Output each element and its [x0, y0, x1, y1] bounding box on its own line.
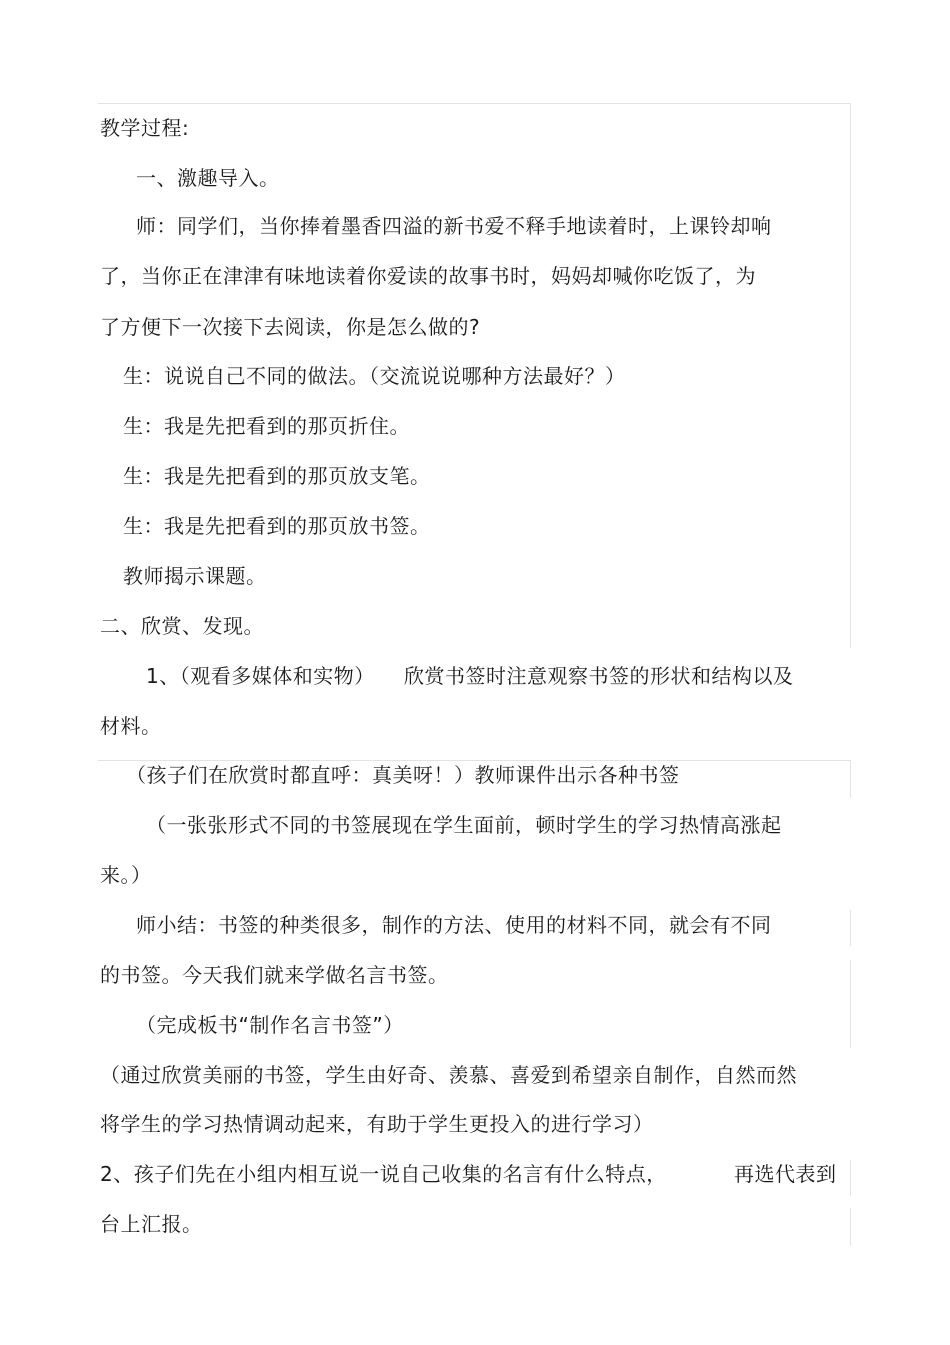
top-rule — [98, 103, 850, 104]
summary-line1: 师小结：书签的种类很多，制作的方法、使用的材料不同，就会有不同 — [136, 913, 772, 937]
item1-part1: 1、（观看多媒体和实物） — [146, 664, 375, 688]
note-line1: （通过欣赏美丽的书签，学生由好奇、羡慕、喜爱到希望亲自制作，自然而然 — [100, 1063, 797, 1087]
item1-part2: 欣赏书签时注意观察书签的形状和结构以及 — [404, 664, 794, 688]
display-line2: 来。） — [100, 863, 152, 887]
heading: 教学过程: — [100, 116, 190, 140]
section1-title: 一、激趣导入。 — [136, 166, 280, 190]
teacher-intro-line2: 了，当你正在津津有味地读着你爱读的故事书时，妈妈却喊你吃饭了，为 — [100, 264, 756, 288]
student-line-1: 生：说说自己不同的做法。（交流说说哪种方法最好？） — [123, 364, 626, 388]
student-line-2: 生：我是先把看到的那页折住。 — [123, 414, 410, 438]
right-rule-middle — [850, 760, 851, 798]
item1-line2: 材料。 — [100, 714, 162, 738]
note-line2: 将学生的学习热情调动起来，有助于学生更投入的进行学习） — [100, 1112, 654, 1136]
teacher-reveal: 教师揭示课题。 — [123, 564, 267, 588]
summary-line2: 的书签。今天我们就来学做名言书签。 — [100, 963, 449, 987]
student-line-3: 生：我是先把看到的那页放支笔。 — [123, 464, 431, 488]
student-line-4: 生：我是先把看到的那页放书签。 — [123, 514, 431, 538]
right-rule-lower-3 — [850, 1160, 851, 1196]
item2-part1: 2、孩子们先在小组内相互说一说自己收集的名言有什么特点， — [100, 1162, 667, 1186]
board-note: （完成板书“制作名言书签”） — [136, 1013, 404, 1037]
middle-rule — [98, 760, 850, 761]
section2-title: 二、欣赏、发现。 — [100, 614, 264, 638]
right-rule-lower-4 — [850, 1208, 851, 1246]
children-exclaim: （孩子们在欣赏时都直呼：真美呀！）教师课件出示各种书签 — [126, 763, 680, 787]
display-line1: （一张张形式不同的书签展现在学生面前，顿时学生的学习热情高涨起 — [146, 813, 782, 837]
right-rule-lower-2 — [850, 960, 851, 1048]
right-rule-upper — [850, 103, 851, 648]
item2-part2: 再选代表到 — [734, 1162, 837, 1186]
teacher-intro-line3: 了方便下一次接下去阅读，你是怎么做的? — [100, 315, 481, 339]
right-rule-lower-1 — [850, 910, 851, 946]
item2-line2: 台上汇报。 — [100, 1212, 203, 1236]
teacher-intro-line1: 师：同学们，当你捧着墨香四溢的新书爱不释手地读着时，上课铃却响 — [136, 214, 772, 238]
